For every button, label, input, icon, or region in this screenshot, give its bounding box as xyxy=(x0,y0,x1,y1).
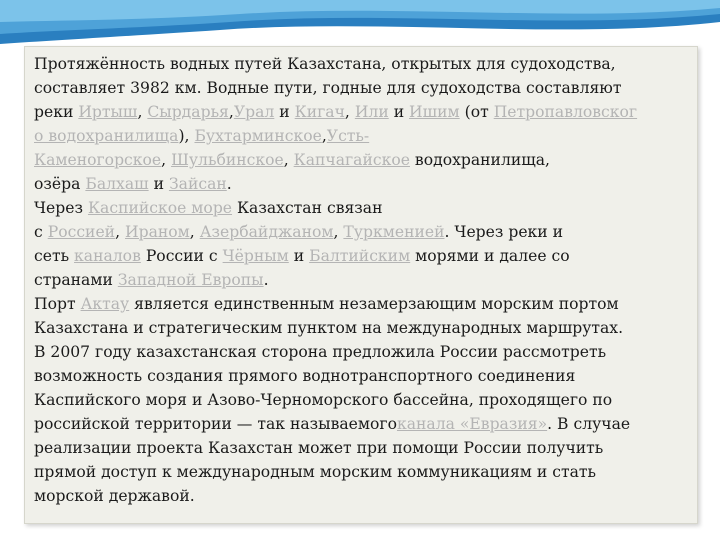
text-run: ), xyxy=(178,127,195,145)
text-line xyxy=(34,52,696,76)
text-line xyxy=(34,460,696,484)
text-run: Каспийского моря и Азово-Черноморского бассейна, проходящего по xyxy=(34,391,613,409)
hyperlink[interactable]: Балхаш xyxy=(85,175,149,193)
text-run: странами xyxy=(34,271,118,289)
text-line xyxy=(34,100,696,124)
text-line xyxy=(34,76,696,100)
text-run: является единственным незамерзающим морским портом xyxy=(129,295,619,313)
text-run: . xyxy=(226,175,232,193)
text-run: и xyxy=(274,103,295,121)
text-run: Казахстана и стратегическим пунктом на международных маршрутах. xyxy=(34,319,624,337)
text-line xyxy=(34,196,696,220)
hyperlink[interactable]: Зайсан xyxy=(168,175,227,193)
text-run: и xyxy=(148,175,169,193)
text-run: российской территории — так называемого xyxy=(34,415,397,433)
hyperlink[interactable]: Актау xyxy=(80,295,130,313)
text-line xyxy=(34,316,696,340)
text-run: , xyxy=(228,103,234,121)
text-line xyxy=(34,436,696,460)
text-run: морями и далее со xyxy=(410,247,570,265)
text-line xyxy=(34,484,696,508)
hyperlink[interactable]: Россией xyxy=(47,223,116,241)
hyperlink[interactable]: Каменогорское xyxy=(34,151,162,169)
hyperlink[interactable]: Сырдарья xyxy=(147,103,229,121)
text-line xyxy=(34,172,696,196)
text-line xyxy=(34,148,696,172)
text-run: , xyxy=(321,127,327,145)
hyperlink[interactable]: Каспийское море xyxy=(87,199,233,217)
text-line xyxy=(34,412,696,436)
text-line xyxy=(34,292,696,316)
hyperlink[interactable]: Или xyxy=(354,103,389,121)
hyperlink[interactable]: Кигач xyxy=(294,103,345,121)
hyperlink[interactable]: каналов xyxy=(74,247,141,265)
text-run: реализации проекта Казахстан может при помощи России получить xyxy=(34,439,604,457)
text-run: прямой доступ к международным морским коммуникациям и стать xyxy=(34,463,597,481)
text-run: Через xyxy=(34,199,88,217)
text-run: (от xyxy=(459,103,494,121)
text-run: . В случае xyxy=(547,415,631,433)
text-line xyxy=(34,364,696,388)
text-run: возможность создания прямого воднотранспортного соединения xyxy=(34,367,576,385)
text-run: водохранилища, xyxy=(409,151,550,169)
text-run: Казахстан связан xyxy=(232,199,383,217)
text-run: , xyxy=(333,223,344,241)
text-run: . Через реки и xyxy=(444,223,564,241)
text-run: Порт xyxy=(34,295,81,313)
text-run: составляет 3982 км. Водные пути, годные для судоходства составляют xyxy=(34,79,622,97)
text-run: , xyxy=(137,103,148,121)
hyperlink[interactable]: Петропавловског xyxy=(493,103,638,121)
hyperlink[interactable]: Усть- xyxy=(326,127,370,145)
hyperlink[interactable]: Ишим xyxy=(409,103,460,121)
hyperlink[interactable]: Азербайджаном xyxy=(199,223,334,241)
text-run: реки xyxy=(34,103,79,121)
text-line xyxy=(34,124,696,148)
text-run: и xyxy=(388,103,410,121)
text-run: и xyxy=(288,247,310,265)
hyperlink[interactable]: о водохранилища xyxy=(34,127,179,145)
text-run: сеть xyxy=(34,247,75,265)
text-line xyxy=(34,244,696,268)
text-run: В 2007 году казахстанская сторона предложила России рассмотреть xyxy=(34,343,607,361)
text-run: , xyxy=(161,151,172,169)
body-text xyxy=(34,52,696,508)
text-run: , xyxy=(283,151,294,169)
text-run: , xyxy=(344,103,355,121)
text-run: Протяжённость водных путей Казахстана, открытых для судоходства, xyxy=(34,55,616,73)
text-line xyxy=(34,340,696,364)
hyperlink[interactable]: канала «Евразия» xyxy=(396,415,548,433)
hyperlink[interactable]: Шульбинское xyxy=(171,151,284,169)
text-line xyxy=(34,268,696,292)
text-run: , xyxy=(115,223,125,241)
text-line xyxy=(34,388,696,412)
hyperlink[interactable]: Бухтарминское xyxy=(194,127,322,145)
hyperlink[interactable]: Чёрным xyxy=(222,247,289,265)
hyperlink[interactable]: Ираном xyxy=(125,223,190,241)
hyperlink[interactable]: Иртыш xyxy=(78,103,138,121)
text-run: озёра xyxy=(34,175,86,193)
text-run: , xyxy=(189,223,200,241)
hyperlink[interactable]: Урал xyxy=(233,103,275,121)
hyperlink[interactable]: Западной Европы xyxy=(117,271,264,289)
hyperlink[interactable]: Капчагайское xyxy=(293,151,410,169)
text-run: с xyxy=(34,223,48,241)
text-line xyxy=(34,220,696,244)
text-run: России с xyxy=(140,247,223,265)
hyperlink[interactable]: Туркменией xyxy=(343,223,445,241)
text-run: . xyxy=(263,271,269,289)
hyperlink[interactable]: Балтийским xyxy=(309,247,411,265)
text-run: морской державой. xyxy=(34,487,195,505)
